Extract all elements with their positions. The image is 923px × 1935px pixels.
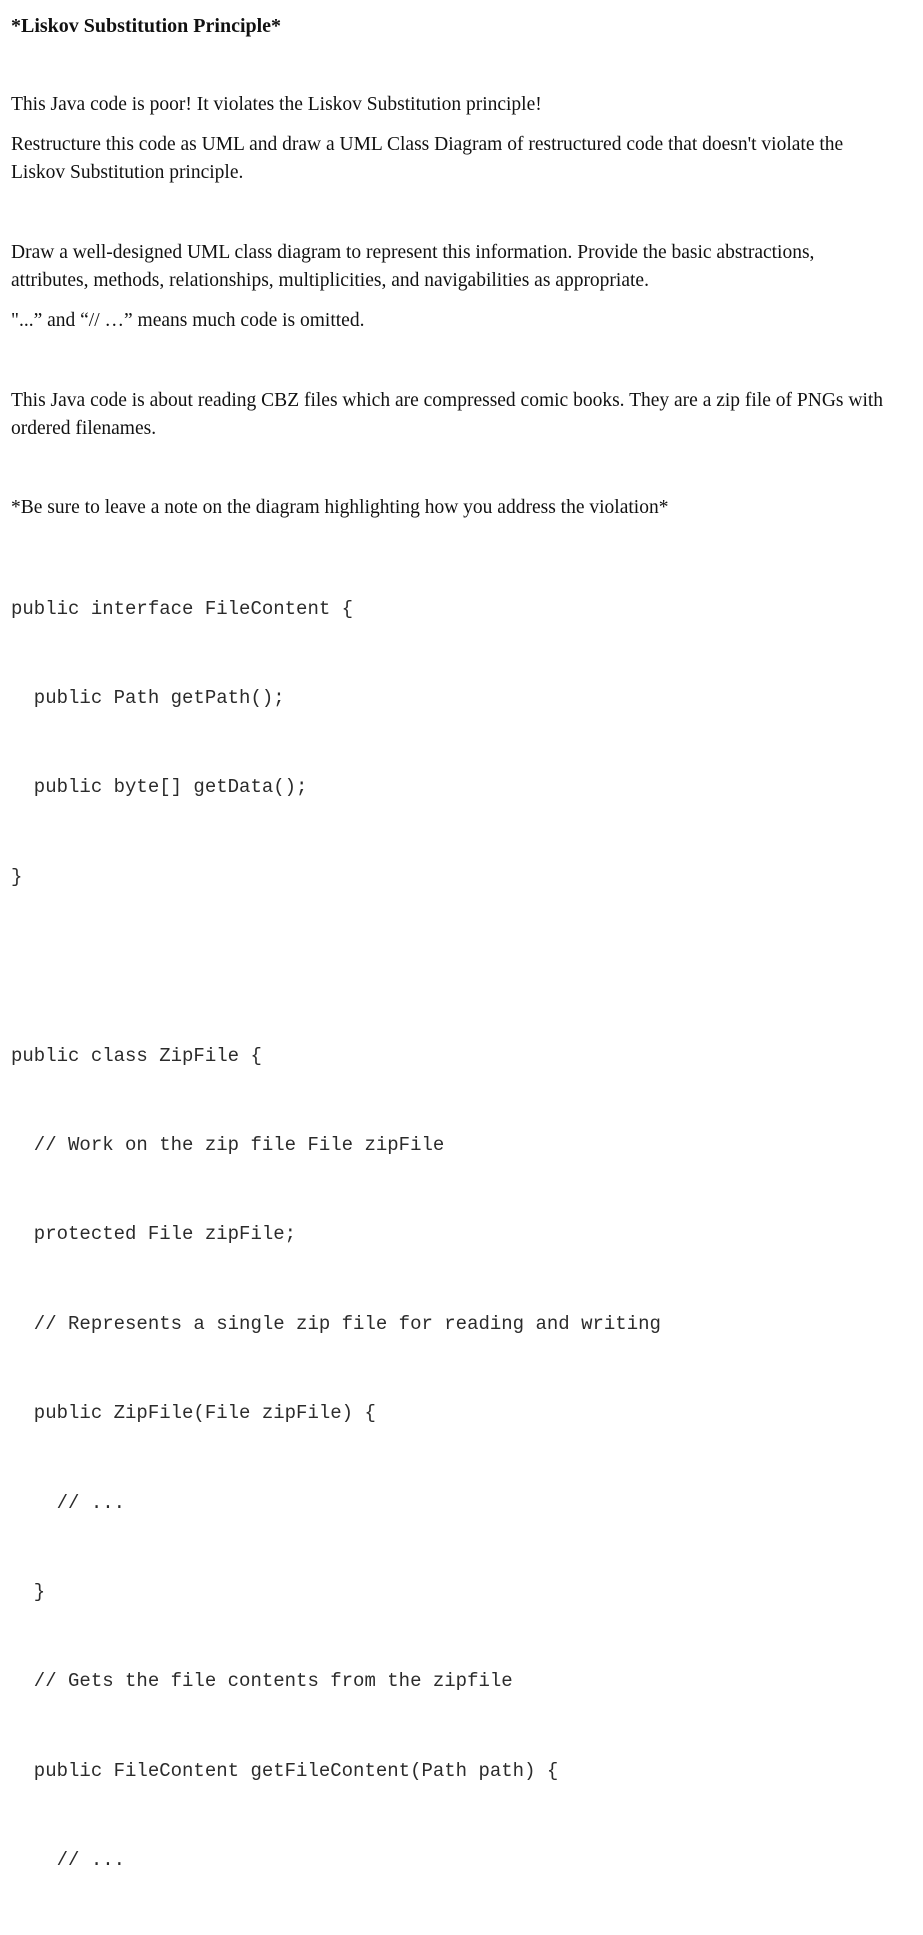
code-line: public Path getPath(); — [11, 686, 285, 709]
code-line: public interface FileContent { — [11, 597, 354, 620]
code-line: public class ZipFile { — [11, 1044, 262, 1067]
paragraph-violation-statement: This Java code is poor! It violates the Liskov Substitution principle! — [11, 94, 542, 115]
code-line: public ZipFile(File zipFile) { — [11, 1402, 376, 1425]
code-line: // ... — [11, 1849, 126, 1872]
code-line: protected File zipFile; — [11, 1223, 297, 1246]
code-line: // Work on the zip file File zipFile — [11, 1133, 445, 1156]
paragraph-diagram-instruction: Draw a well-designed UML class diagram to represent this information. Provide the basic abstractions, attributes, methods, relationships, multiplicities, and navigabilities as appropriate. — [11, 242, 815, 291]
paragraph-omission-note: "...” and “// …” means much code is omitted. — [11, 310, 365, 331]
code-line: public byte[] getData(); — [11, 776, 308, 799]
code-line: } — [11, 865, 23, 888]
code-line: // Gets the file contents from the zipfile — [11, 1670, 513, 1693]
java-code-block — [11, 535, 661, 1935]
code-line: } — [11, 1580, 46, 1603]
code-line: public FileContent getFileContent(Path path) { — [11, 1759, 559, 1782]
paragraph-note-reminder: *Be sure to leave a note on the diagram highlighting how you address the violation* — [11, 497, 669, 518]
paragraph-restructure-instruction: Restructure this code as UML and draw a UML Class Diagram of restructured code that doesn't violate the Liskov Substitution principle. — [11, 134, 844, 183]
code-line: // ... — [11, 1491, 126, 1514]
code-line — [11, 952, 661, 982]
paragraph-cbz-context: This Java code is about reading CBZ files which are compressed comic books. They are a zip file of PNGs with ordered filenames. — [11, 390, 884, 439]
document-title: *Liskov Substitution Principle* — [11, 15, 282, 37]
code-line: // Represents a single zip file for reading and writing — [11, 1312, 661, 1335]
